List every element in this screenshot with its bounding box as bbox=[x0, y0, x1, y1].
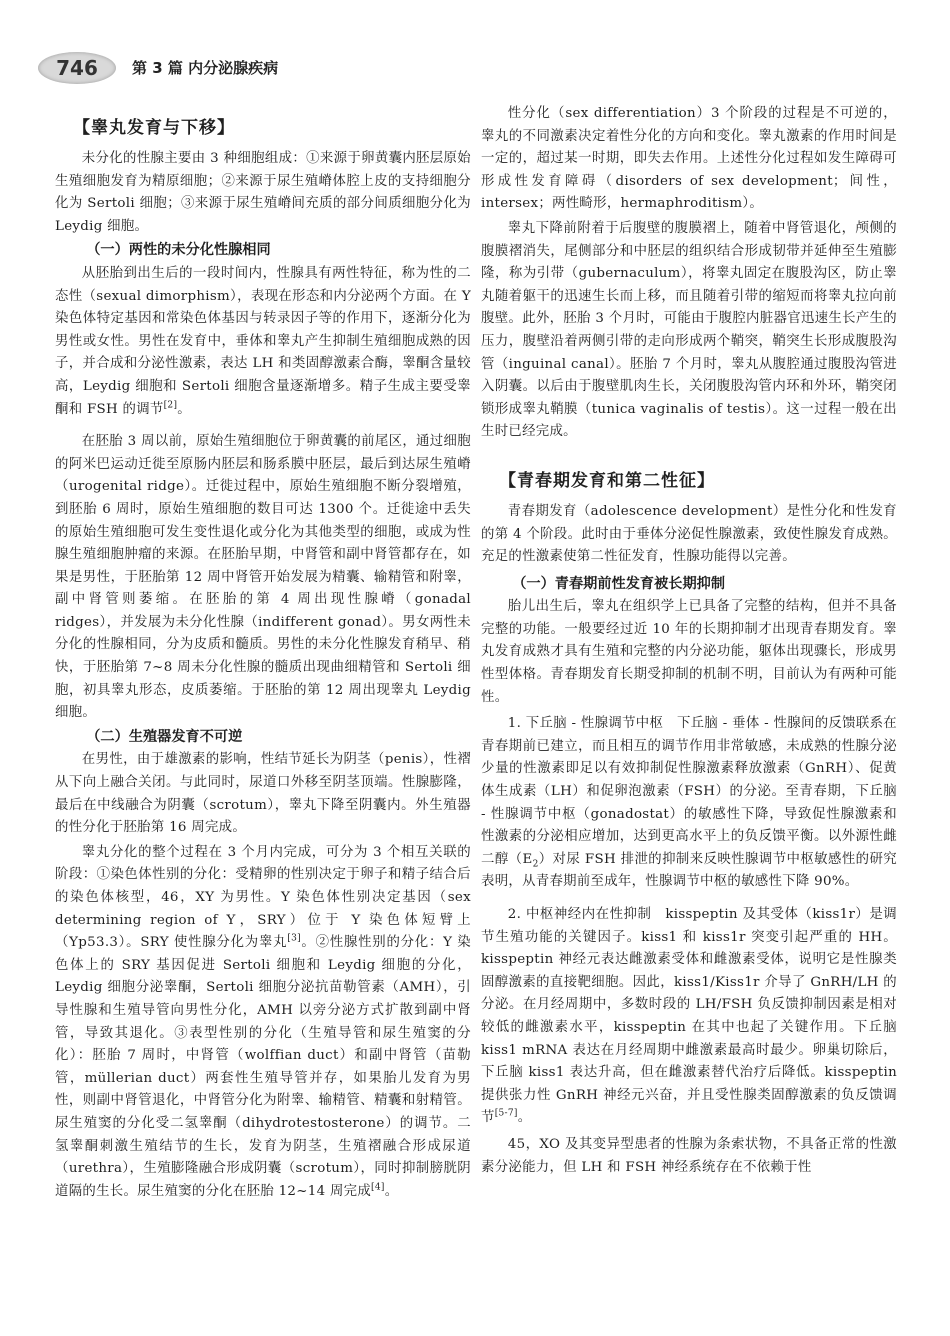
paragraph-text: 从胚胎到出生后的一段时间内，性腺具有两性特征，称为性的二态性（sexual dimorphism），表现在形态和内分泌两个方面。在 Y 染色体特定基因和常染色体基因与转录因子等的作用下，逐渐分化为男性或女性。男性在发育中，垂体和睾丸产生抑制生殖细胞成熟的因子，并合成和分泌性激素，表达 LH 和类固醇激素合酶，睾酮含量较高，Leydig 细胞和 Sertoli 细胞含量逐渐增多。精子生成主要受睾酮和 FSH 的调节 bbox=[55, 265, 471, 417]
paragraph-text: ）对尿 FSH 排泄的抑制来反映性腺调节中枢敏感性的研究表明，从青春期前至成年，性腺调节中枢的敏感性下降 90%。 bbox=[481, 851, 897, 890]
citation: [3] bbox=[287, 933, 301, 944]
paragraph-intro: 未分化的性腺主要由 3 种细胞组成：①来源于卵黄囊内胚层原始生殖细胞发育为精原细胞；②来源于尿生殖嵴体腔上皮的支持细胞分化为 Sertoli 细胞；③来源于尿生殖嵴间充质的部分间质细胞分化为 Leydig 细胞。 bbox=[55, 151, 471, 234]
paragraph-kisspeptin bbox=[481, 904, 897, 1130]
paragraph-germ-cell-migration: 在胚胎 3 周以前，原始生殖细胞位于卵黄囊的前尾区，通过细胞的阿米巴运动迁徙至原肠内胚层和肠系膜中胚层，最后到达尿生殖嵴（urogenital ridge）。迁徙过程中，原始生殖细胞不断分裂增殖，到胚胎 6 周时，原始生殖细胞的数目可达 1300 个。迁徙途中丢失的原始生殖细胞可发生变性退化或分化为其他类型的细胞，或成为性腺生殖细胞肿瘤的来源。在胚胎早期，中肾管和副中肾管都存在，如果是男性，于胚胎第 12 周中肾管开始发展为精囊、输精管和附睾，副中肾管则萎缩。在胚胎的第 4 周出现性腺嵴（gonadal ridges），并发展为未分化性腺（indifferent gonad）。男女两性未分化的性腺相同，分为皮质和髓质。男性的未分化性腺发育稍早、稍快，于胚胎第 7~8 周未分化性腺的髓质出现曲细精管和 Sertoli 细胞，初具睾丸形态，皮质萎缩。于胚胎的第 12 周出现睾丸 Leydig 细胞。 bbox=[55, 434, 471, 721]
citation: [5-7] bbox=[494, 1108, 518, 1119]
paragraph-hypothalamic-gonadostat bbox=[481, 713, 897, 894]
paragraph-text: 睾丸分化的整个过程在 3 个月内完成，可分为 3 个相互关联的阶段：①染色体性别的分化：受精卵的性别决定于卵子和精子结合后的染色体核型，46，XY 为男性。Y 染色体性别决定基因（sex determining region of Y，SRY）位于 Y 染色体短臂上（Yp53.3）。SRY 使性腺分化为睾丸 bbox=[55, 844, 471, 951]
page-header bbox=[38, 52, 918, 86]
subsection-title-1: （一）两性的未分化性腺相同 bbox=[86, 242, 271, 259]
section-title-puberty: 【青春期发育和第二性征】 bbox=[499, 470, 715, 491]
paragraph-45xo: 45，XO 及其变异型患者的性腺为条索状物，不具备正常的性激素分泌能力，但 LH 和 FSH 神经系统存在不依赖于性 bbox=[481, 1136, 897, 1175]
section-title-testis: 【睾丸发育与下移】 bbox=[73, 118, 235, 138]
paragraph-text: 2. 中枢神经内在性抑制 kisspeptin 及其受体（kiss1r）是调节生殖功能的关键因子。kiss1 和 kiss1r 突变引起严重的 HH。kisspeptin 神经元表达雌激素受体和雌激素受体，说明它是性腺类固醇激素的直接靶细胞。因此，kiss1/Kiss1r 介导了 GnRH/LH 的分泌。在月经周期中，多数时段的 LH/FSH 负反馈抑制因素是相对较低的雌激素水平，kisspeptin 在其中也起了关键作用。下丘脑 kiss1 mRNA 表达在月经周期中雌激素最高时最少。卵巢切除后，下丘脑 kiss1 表达升高，但在雌激素替代治疗后降低。kisspeptin 提供张力性 GnRH 神经元兴奋，并且受性腺类固醇激素的负反馈调节 bbox=[481, 907, 897, 1126]
punctuation: 。 bbox=[384, 1183, 399, 1199]
paragraph-long-term-inhibition: 胎儿出生后，睾丸在组织学上已具备了完整的结构，但并不具备完整的功能。一般要经过近 10 年的长期抑制才出现青春期发育。睾丸发育成熟才具有生殖和完整的内分泌功能，躯体出现骤长，形成男性型体格。青春期发育长期受抑制的机制不明，目前认为有两种可能性。 bbox=[481, 599, 897, 705]
punctuation: 。 bbox=[177, 401, 191, 417]
subsection-title-2: （二）生殖器发育不可逆 bbox=[86, 728, 243, 745]
subscript: 2 bbox=[532, 859, 539, 870]
paragraph-external-genitalia: 在男性，由于雄激素的影响，性结节延长为阴茎（penis），性褶从下向上融合关闭。与此同时，尿道口外移至阴茎顶端。性腺膨隆，最后在中线融合为阴囊（scrotum），睾丸下降至阴囊内。外生殖器的性分化于胚胎第 16 周完成。 bbox=[55, 752, 471, 836]
left-column bbox=[55, 103, 471, 1303]
citation: [2] bbox=[163, 400, 178, 411]
citation: [4] bbox=[371, 1182, 385, 1193]
paragraph-text: 1. 下丘脑 - 性腺调节中枢 下丘脑 - 垂体 - 性腺间的反馈联系在青春期前已建立，而且相互的调节作用非常敏感，未成熟的性腺分泌少量的性激素即足以有效抑制促性腺激素释放激素（GnRH）、促黄体生成素（LH）和促卵泡激素（FSH）的分泌。至青春期，下丘脑 - 性腺调节中枢（gonadostat）的敏感性下降，导致促性腺激素和性激素的分泌相应增加，达到更高水平上的负反馈平衡。以外源性雌二醇（E bbox=[481, 716, 897, 867]
right-column bbox=[481, 103, 897, 1303]
paragraph-text: 。②性腺性别的分化：Y 染色体上的 SRY 基因促进 Sertoli 细胞和 Leydig 细胞的分化，Leydig 细胞分泌睾酮，Sertoli 细胞分泌抗苗勒管素（AMH），引导性腺和生殖导管向男性分化，AMH 以旁分泌方式扩散到副中肾管，导致其退化。③表型性别的分化（生殖导管和尿生殖窦的分化）：胚胎 7 周时，中肾管（wolffian duct）和副中肾管（苗勒管，müllerian duct）两套性生殖导管并存，如果胎儿发育为男性，则副中肾管退化，中肾管分化为附睾、输精管、精囊和射精管。尿生殖窦的分化受二氢睾酮（dihydrotestosterone）的调节。二氢睾酮刺激生殖结节的生长，发育为阴茎，生殖褶融合形成尿道（urethra），生殖膨隆融合形成阴囊（scrotum），同时抑制膀胱阴道隔的生长。尿生殖窦的分化在胚胎 12~14 周完成 bbox=[55, 935, 471, 1199]
subsection-title-3: （一）青春期前性发育被长期抑制 bbox=[512, 575, 726, 592]
paragraph-sexual-dimorphism bbox=[55, 263, 471, 421]
paragraph-sex-differentiation: 性分化（sex differentiation）3 个阶段的过程是不可逆的，睾丸的不同激素决定着性分化的方向和变化。睾丸激素的作用时间是一定的，超过某一时期，即失去作用。上述性分化过程如发生障碍可形成性发育障碍（disorders of sex development；间性，intersex；两性畸形，hermaphroditism）。 bbox=[481, 106, 897, 212]
page-number: 746 bbox=[38, 52, 116, 84]
paragraph-three-stages bbox=[55, 842, 471, 1204]
paragraph-testis-descent: 睾丸下降前附着于后腹壁的腹膜褶上，随着中肾管退化，颅侧的腹膜褶消失，尾侧部分和中胚层的组织结合形成韧带并延伸至生殖膨隆，称为引带（gubernaculum），将睾丸固定在腹股沟区，防止睾丸随着躯干的迅速生长而上移，而且随着引带的缩短而将睾丸拉向前腹壁。此外，胚胎 3 个月时，可能由于腹腔内脏器官迅速生长产生的压力，腹壁沿着两侧引带的走向形成两个鞘突，鞘突生长形成腹股沟管（inguinal canal）。胚胎 7 个月时，睾丸从腹腔通过腹股沟管进入阴囊。以后由于腹壁肌肉生长，关闭腹股沟管内环和外环，鞘突闭锁形成睾丸鞘膜（tunica vaginalis of testis）。这一过程一般在出生时已经完成。 bbox=[481, 220, 897, 440]
part-title: 第 3 篇 内分泌腺疾病 bbox=[132, 59, 279, 77]
paragraph-adolescence: 青春期发育（adolescence development）是性分化和性发育的第 4 个阶段。此时由于垂体分泌促性腺激素，致使性腺发育成熟。充足的性激素使第二性征发育，性腺功能得以完善。 bbox=[481, 503, 897, 565]
punctuation: 。 bbox=[517, 1110, 532, 1126]
